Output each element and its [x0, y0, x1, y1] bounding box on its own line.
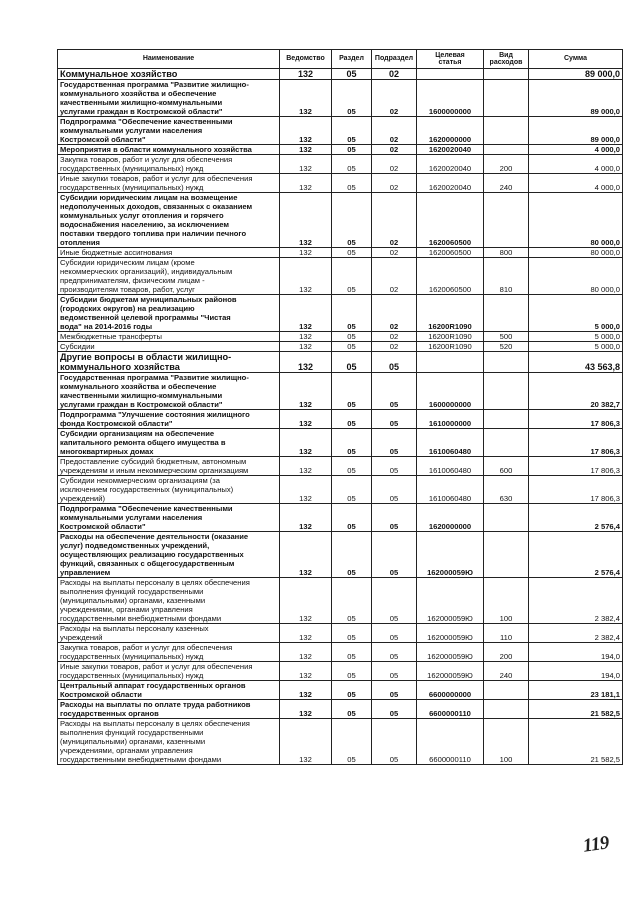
header-section: Раздел — [332, 50, 372, 69]
cell-expense-type: 110 — [484, 624, 529, 643]
table-row — [58, 332, 623, 342]
cell-subsection: 05 — [372, 352, 417, 373]
cell-amount: 5 000,0 — [529, 295, 623, 332]
table-row — [58, 258, 623, 295]
cell-target-article: 16200R1090 — [417, 332, 484, 342]
cell-department: 132 — [280, 69, 332, 80]
cell-department: 132 — [280, 174, 332, 193]
cell-name: Иные закупки товаров, работ и услуг для обеспечения государственных (муниципальных) нужд — [58, 662, 280, 681]
cell-expense-type: 240 — [484, 174, 529, 193]
cell-name: Субсидии бюджетам муниципальных районов (городских округов) на реализацию ведомственной целевой программы "Чистая вода" на 2014-2016 годы — [58, 295, 280, 332]
cell-department: 132 — [280, 457, 332, 476]
cell-section: 05 — [332, 193, 372, 248]
cell-amount: 194,0 — [529, 662, 623, 681]
header-amount: Сумма — [529, 50, 623, 69]
cell-amount: 80 000,0 — [529, 258, 623, 295]
cell-target-article: 16200R1090 — [417, 295, 484, 332]
page-number: 119 — [581, 832, 611, 857]
cell-name: Закупка товаров, работ и услуг для обеспечения государственных (муниципальных) нужд — [58, 155, 280, 174]
cell-name: Мероприятия в области коммунального хозяйства — [58, 145, 280, 155]
table-row — [58, 643, 623, 662]
cell-subsection: 05 — [372, 578, 417, 624]
cell-expense-type — [484, 117, 529, 145]
table-row — [58, 174, 623, 193]
cell-amount: 4 000,0 — [529, 145, 623, 155]
cell-section: 05 — [332, 700, 372, 719]
cell-section: 05 — [332, 258, 372, 295]
budget-sheet — [57, 49, 622, 765]
cell-expense-type — [484, 681, 529, 700]
cell-name: Иные закупки товаров, работ и услуг для обеспечения государственных (муниципальных) нужд — [58, 174, 280, 193]
cell-department: 132 — [280, 429, 332, 457]
table-row — [58, 504, 623, 532]
cell-target-article: 1620060500 — [417, 258, 484, 295]
table-row — [58, 145, 623, 155]
cell-amount: 4 000,0 — [529, 155, 623, 174]
table-row — [58, 295, 623, 332]
table-row — [58, 719, 623, 765]
cell-expense-type — [484, 373, 529, 410]
cell-subsection: 05 — [372, 476, 417, 504]
cell-expense-type: 100 — [484, 719, 529, 765]
cell-name: Государственная программа "Развитие жилищно- коммунального хозяйства и обеспечение качественными жилищно-коммунальными услугами граждан в Костромской области" — [58, 80, 280, 117]
header-department: Ведомство — [280, 50, 332, 69]
cell-target-article: 1620000000 — [417, 504, 484, 532]
budget-table — [57, 49, 623, 765]
cell-expense-type: 100 — [484, 578, 529, 624]
cell-target-article: 1610000000 — [417, 410, 484, 429]
cell-target-article: 162000059Ю — [417, 532, 484, 578]
cell-target-article: 1610060480 — [417, 429, 484, 457]
table-row — [58, 193, 623, 248]
cell-department: 132 — [280, 700, 332, 719]
cell-department: 132 — [280, 373, 332, 410]
table-row — [58, 681, 623, 700]
cell-name: Расходы на выплаты персоналу в целях обеспечения выполнения функций государственными (муниципальными) органами, казенными учреждениями, органами управления государственными внебюджетными фондами — [58, 578, 280, 624]
cell-name: Коммунальное хозяйство — [58, 69, 280, 80]
cell-department: 132 — [280, 80, 332, 117]
cell-department: 132 — [280, 504, 332, 532]
cell-amount: 23 181,1 — [529, 681, 623, 700]
cell-amount: 17 806,3 — [529, 410, 623, 429]
cell-subsection: 02 — [372, 117, 417, 145]
cell-name: Субсидии юридическим лицам (кроме некоммерческих организаций), индивидуальным предпринимателям, физическим лицам - производителям товаров, работ, услуг — [58, 258, 280, 295]
cell-section: 05 — [332, 681, 372, 700]
cell-section: 05 — [332, 504, 372, 532]
cell-department: 132 — [280, 145, 332, 155]
cell-section: 05 — [332, 578, 372, 624]
cell-section: 05 — [332, 352, 372, 373]
cell-amount: 2 382,4 — [529, 578, 623, 624]
cell-target-article: 6600000110 — [417, 719, 484, 765]
cell-department: 132 — [280, 352, 332, 373]
cell-section: 05 — [332, 410, 372, 429]
cell-department: 132 — [280, 117, 332, 145]
cell-section: 05 — [332, 624, 372, 643]
table-row — [58, 578, 623, 624]
cell-section: 05 — [332, 429, 372, 457]
cell-name: Предоставление субсидий бюджетным, автономным учреждениям и иным некоммерческим организациям — [58, 457, 280, 476]
cell-target-article: 1620020040 — [417, 174, 484, 193]
cell-department: 132 — [280, 193, 332, 248]
cell-amount: 21 582,5 — [529, 719, 623, 765]
cell-section: 05 — [332, 643, 372, 662]
cell-name: Подпрограмма "Улучшение состояния жилищного фонда Костромской области" — [58, 410, 280, 429]
cell-subsection: 05 — [372, 700, 417, 719]
cell-amount: 80 000,0 — [529, 248, 623, 258]
cell-section: 05 — [332, 476, 372, 504]
cell-subsection: 02 — [372, 258, 417, 295]
cell-department: 132 — [280, 342, 332, 352]
cell-target-article: 1610060480 — [417, 476, 484, 504]
cell-target-article — [417, 352, 484, 373]
cell-amount: 5 000,0 — [529, 332, 623, 342]
cell-amount: 17 806,3 — [529, 457, 623, 476]
cell-subsection: 05 — [372, 662, 417, 681]
cell-amount: 5 000,0 — [529, 342, 623, 352]
cell-name: Межбюджетные трансферты — [58, 332, 280, 342]
table-row — [58, 624, 623, 643]
cell-expense-type — [484, 429, 529, 457]
cell-target-article: 162000059Ю — [417, 662, 484, 681]
cell-department: 132 — [280, 295, 332, 332]
table-row — [58, 373, 623, 410]
cell-amount: 4 000,0 — [529, 174, 623, 193]
table-row — [58, 352, 623, 373]
table-row — [58, 80, 623, 117]
cell-target-article: 1620060500 — [417, 248, 484, 258]
cell-expense-type — [484, 532, 529, 578]
cell-subsection: 05 — [372, 410, 417, 429]
header-target-article: Целевая статья — [417, 50, 484, 69]
cell-department: 132 — [280, 719, 332, 765]
cell-section: 05 — [332, 662, 372, 681]
cell-subsection: 05 — [372, 457, 417, 476]
table-header-row — [58, 50, 623, 69]
cell-subsection: 02 — [372, 248, 417, 258]
cell-amount: 89 000,0 — [529, 69, 623, 80]
cell-expense-type: 800 — [484, 248, 529, 258]
cell-subsection: 05 — [372, 643, 417, 662]
cell-target-article: 1600000000 — [417, 80, 484, 117]
cell-department: 132 — [280, 248, 332, 258]
cell-name: Расходы на выплаты по оплате труда работников государственных органов — [58, 700, 280, 719]
cell-name: Подпрограмма "Обеспечение качественными коммунальными услугами населения Костромской области" — [58, 504, 280, 532]
cell-target-article: 6600000000 — [417, 681, 484, 700]
cell-section: 05 — [332, 373, 372, 410]
cell-name: Субсидии организациям на обеспечение капитального ремонта общего имущества в многоквартирных домах — [58, 429, 280, 457]
table-row — [58, 117, 623, 145]
cell-section: 05 — [332, 719, 372, 765]
cell-subsection: 05 — [372, 504, 417, 532]
cell-name: Государственная программа "Развитие жилищно- коммунального хозяйства и обеспечение качественными жилищно-коммунальными услугами граждан в Костромской области" — [58, 373, 280, 410]
cell-department: 132 — [280, 662, 332, 681]
cell-subsection: 05 — [372, 532, 417, 578]
table-row — [58, 410, 623, 429]
cell-amount: 43 563,8 — [529, 352, 623, 373]
cell-name: Расходы на выплаты персоналу в целях обеспечения выполнения функций государственными (муниципальными) органами, казенными учреждениями, органами управления государственными внебюджетными фондами — [58, 719, 280, 765]
cell-section: 05 — [332, 155, 372, 174]
cell-amount: 17 806,3 — [529, 429, 623, 457]
cell-section: 05 — [332, 332, 372, 342]
cell-name: Субсидии — [58, 342, 280, 352]
cell-subsection: 05 — [372, 373, 417, 410]
cell-amount: 20 382,7 — [529, 373, 623, 410]
cell-amount: 2 576,4 — [529, 504, 623, 532]
cell-amount: 89 000,0 — [529, 80, 623, 117]
cell-department: 132 — [280, 155, 332, 174]
cell-expense-type: 630 — [484, 476, 529, 504]
cell-amount: 194,0 — [529, 643, 623, 662]
table-row — [58, 342, 623, 352]
cell-name: Закупка товаров, работ и услуг для обеспечения государственных (муниципальных) нужд — [58, 643, 280, 662]
header-subsection: Подраздел — [372, 50, 417, 69]
cell-section: 05 — [332, 174, 372, 193]
cell-expense-type — [484, 69, 529, 80]
cell-subsection: 02 — [372, 155, 417, 174]
cell-section: 05 — [332, 80, 372, 117]
cell-target-article: 1620000000 — [417, 117, 484, 145]
cell-target-article: 1600000000 — [417, 373, 484, 410]
cell-subsection: 02 — [372, 342, 417, 352]
cell-name: Расходы на обеспечение деятельности (оказание услуг) подведомственных учреждений, осуществляющих реализацию государственных функций, связанных с общегосударственным управлением — [58, 532, 280, 578]
cell-target-article: 16200R1090 — [417, 342, 484, 352]
cell-subsection: 02 — [372, 193, 417, 248]
cell-expense-type — [484, 295, 529, 332]
cell-target-article: 1610060480 — [417, 457, 484, 476]
cell-amount: 80 000,0 — [529, 193, 623, 248]
cell-expense-type: 520 — [484, 342, 529, 352]
cell-expense-type: 600 — [484, 457, 529, 476]
table-row — [58, 476, 623, 504]
table-row — [58, 532, 623, 578]
cell-amount: 2 382,4 — [529, 624, 623, 643]
cell-section: 05 — [332, 532, 372, 578]
cell-expense-type — [484, 80, 529, 117]
cell-expense-type — [484, 700, 529, 719]
header-name: Наименование — [58, 50, 280, 69]
cell-name: Центральный аппарат государственных органов Костромской области — [58, 681, 280, 700]
cell-expense-type: 200 — [484, 155, 529, 174]
cell-department: 132 — [280, 643, 332, 662]
table-row — [58, 429, 623, 457]
cell-section: 05 — [332, 342, 372, 352]
cell-expense-type: 240 — [484, 662, 529, 681]
cell-department: 132 — [280, 258, 332, 295]
cell-expense-type: 500 — [484, 332, 529, 342]
cell-subsection: 05 — [372, 719, 417, 765]
cell-expense-type — [484, 145, 529, 155]
cell-name: Субсидии юридическим лицам на возмещение недополученных доходов, связанных с оказанием коммунальных услуг отопления и горячего водоснабжения населению, за исключением поставки твердого топлива при наличии печного отопления — [58, 193, 280, 248]
cell-subsection: 05 — [372, 624, 417, 643]
table-row — [58, 457, 623, 476]
cell-department: 132 — [280, 476, 332, 504]
cell-section: 05 — [332, 248, 372, 258]
cell-department: 132 — [280, 578, 332, 624]
cell-expense-type — [484, 410, 529, 429]
cell-department: 132 — [280, 532, 332, 578]
cell-subsection: 02 — [372, 145, 417, 155]
cell-target-article: 162000059Ю — [417, 578, 484, 624]
cell-amount: 2 576,4 — [529, 532, 623, 578]
cell-department: 132 — [280, 624, 332, 643]
cell-section: 05 — [332, 117, 372, 145]
table-row — [58, 69, 623, 80]
cell-subsection: 05 — [372, 429, 417, 457]
cell-section: 05 — [332, 295, 372, 332]
cell-amount: 89 000,0 — [529, 117, 623, 145]
cell-target-article: 162000059Ю — [417, 643, 484, 662]
cell-department: 132 — [280, 681, 332, 700]
cell-section: 05 — [332, 69, 372, 80]
cell-section: 05 — [332, 457, 372, 476]
cell-target-article: 1620020040 — [417, 145, 484, 155]
cell-target-article — [417, 69, 484, 80]
cell-subsection: 05 — [372, 681, 417, 700]
table-row — [58, 700, 623, 719]
table-row — [58, 155, 623, 174]
cell-target-article: 6600000110 — [417, 700, 484, 719]
cell-name: Субсидии некоммерческим организациям (за исключением государственных (муниципальных) учреждений) — [58, 476, 280, 504]
cell-amount: 17 806,3 — [529, 476, 623, 504]
cell-expense-type: 200 — [484, 643, 529, 662]
cell-subsection: 02 — [372, 174, 417, 193]
table-row — [58, 662, 623, 681]
cell-name: Подпрограмма "Обеспечение качественными коммунальными услугами населения Костромской области" — [58, 117, 280, 145]
table-body — [58, 69, 623, 765]
cell-amount: 21 582,5 — [529, 700, 623, 719]
cell-section: 05 — [332, 145, 372, 155]
cell-name: Другие вопросы в области жилищно- коммунального хозяйства — [58, 352, 280, 373]
cell-name: Иные бюджетные ассигнования — [58, 248, 280, 258]
cell-target-article: 1620060500 — [417, 193, 484, 248]
cell-department: 132 — [280, 410, 332, 429]
cell-target-article: 162000059Ю — [417, 624, 484, 643]
header-expense-type: Вид расходов — [484, 50, 529, 69]
cell-department: 132 — [280, 332, 332, 342]
cell-subsection: 02 — [372, 332, 417, 342]
cell-target-article: 1620020040 — [417, 155, 484, 174]
cell-subsection: 02 — [372, 80, 417, 117]
cell-expense-type — [484, 352, 529, 373]
table-row — [58, 248, 623, 258]
cell-expense-type: 810 — [484, 258, 529, 295]
cell-subsection: 02 — [372, 295, 417, 332]
cell-subsection: 02 — [372, 69, 417, 80]
cell-name: Расходы на выплаты персоналу казенных учреждений — [58, 624, 280, 643]
cell-expense-type — [484, 504, 529, 532]
cell-expense-type — [484, 193, 529, 248]
